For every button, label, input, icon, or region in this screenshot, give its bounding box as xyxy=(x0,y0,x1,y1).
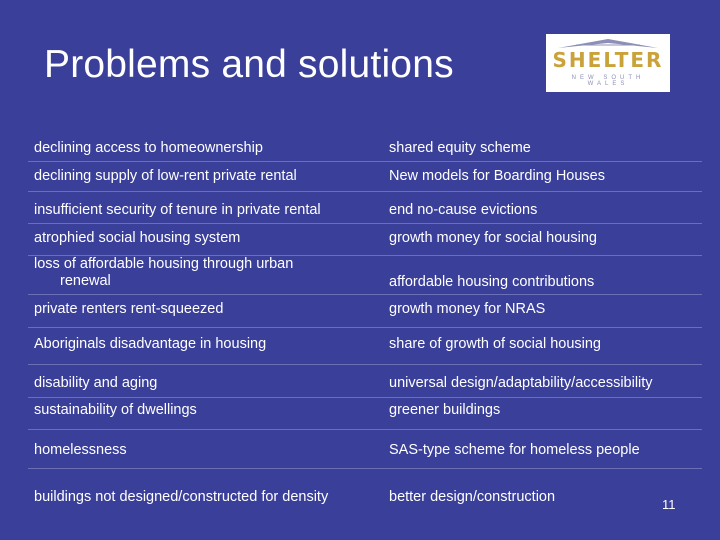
solution-cell: better design/construction xyxy=(389,489,556,505)
logo-word: SHELTER xyxy=(552,48,664,72)
shelter-logo xyxy=(546,34,670,92)
row-divider xyxy=(28,161,702,162)
solution-cell: growth money for social housing xyxy=(389,230,597,246)
solution-cell: New models for Boarding Houses xyxy=(389,168,605,184)
row-divider xyxy=(28,397,702,398)
solution-cell: affordable housing contributions xyxy=(389,274,595,290)
solution-cell: greener buildings xyxy=(389,402,501,418)
logo-subtitle: NEW SOUTH WALES xyxy=(571,75,645,87)
problem-cell xyxy=(34,256,293,290)
problem-line: renewal xyxy=(60,273,111,289)
problem-cell: sustainability of dwellings xyxy=(34,402,197,418)
row-divider xyxy=(28,364,702,365)
solution-cell: universal design/adaptability/accessibility xyxy=(389,375,653,391)
problem-cell: insufficient security of tenure in private rental xyxy=(34,202,321,218)
problem-cell: declining access to homeownership xyxy=(34,140,263,156)
solution-cell: shared equity scheme xyxy=(389,140,531,156)
row-divider xyxy=(28,191,702,192)
problem-cell: homelessness xyxy=(34,442,127,458)
problem-cell: atrophied social housing system xyxy=(34,230,241,246)
problem-cell: buildings not designed/constructed for density xyxy=(34,489,329,505)
problem-cell: Aboriginals disadvantage in housing xyxy=(34,336,267,352)
row-divider xyxy=(28,429,702,430)
page-number: 11 xyxy=(662,497,676,512)
solution-cell: SAS-type scheme for homeless people xyxy=(389,442,640,458)
problem-cell: disability and aging xyxy=(34,375,158,391)
problem-line: loss of affordable housing through urban xyxy=(34,256,294,272)
row-divider xyxy=(28,327,702,328)
problem-cell: declining supply of low-rent private rental xyxy=(34,168,297,184)
row-divider xyxy=(28,294,702,295)
problem-cell: private renters rent-squeezed xyxy=(34,301,224,317)
row-divider xyxy=(28,468,702,469)
solution-cell: growth money for NRAS xyxy=(389,301,546,317)
slide-title: Problems and solutions xyxy=(44,43,454,86)
solution-cell: end no-cause evictions xyxy=(389,202,538,218)
solution-cell: share of growth of social housing xyxy=(389,336,601,352)
row-divider xyxy=(28,223,702,224)
